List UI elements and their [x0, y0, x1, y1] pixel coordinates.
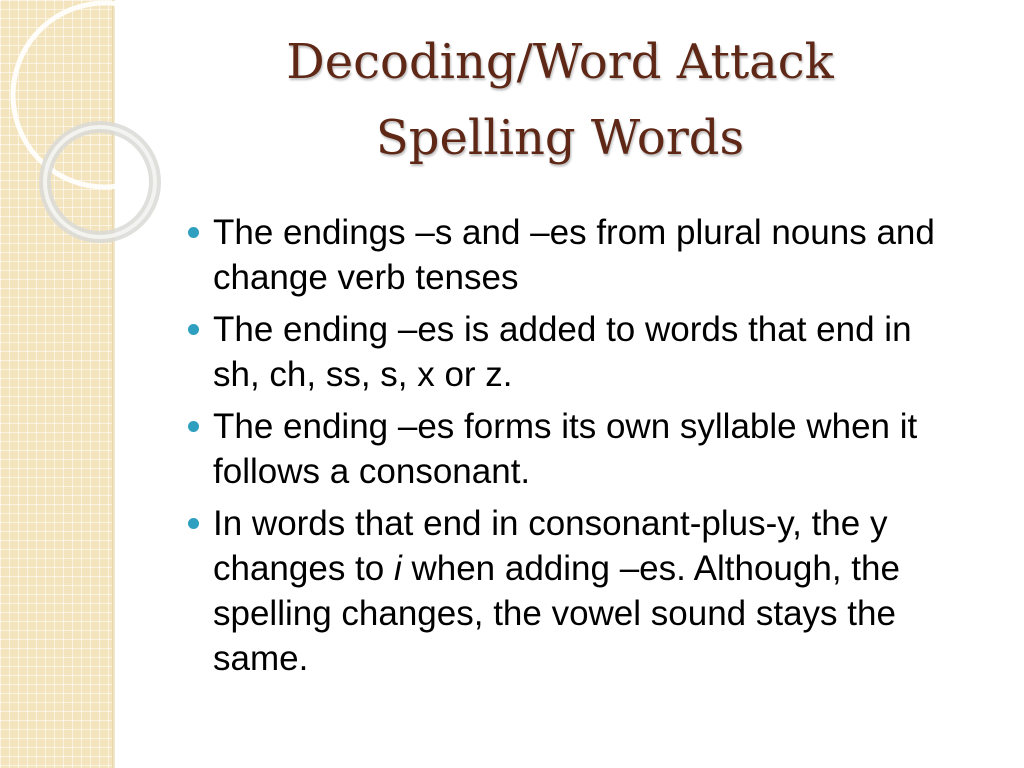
- bullet-item: [185, 404, 965, 494]
- bullet-marker-icon: [188, 421, 199, 432]
- bullet-marker-icon: [188, 518, 199, 529]
- bullet-list: [185, 210, 965, 688]
- bullet-marker-icon: [188, 227, 199, 238]
- bullet-marker-icon: [188, 324, 199, 335]
- bullet-item: [185, 501, 965, 681]
- bullet-text: The ending –es forms its own syllable when it follows a consonant.: [213, 407, 918, 491]
- title-line-2: Spelling Words: [375, 110, 745, 166]
- title-line-1: Decoding/Word Attack: [286, 34, 834, 90]
- bullet-text-part: when adding –es. Although, the spelling changes, the vowel sound stays the same.: [213, 549, 900, 678]
- bullet-text-part: In words that end in consonant-plus-y, the y changes to: [213, 504, 888, 588]
- bullet-text: The endings –s and –es from plural nouns and change verb tenses: [213, 213, 935, 297]
- bullet-text: [213, 504, 900, 678]
- large-ring: [13, 3, 197, 187]
- bullet-item: [185, 210, 965, 300]
- slide-title: [200, 24, 920, 176]
- bullet-italic-letter: i: [393, 549, 402, 588]
- bullet-text: The ending –es is added to words that end in sh, ch, ss, s, x or z.: [213, 310, 912, 394]
- bullet-item: [185, 307, 965, 397]
